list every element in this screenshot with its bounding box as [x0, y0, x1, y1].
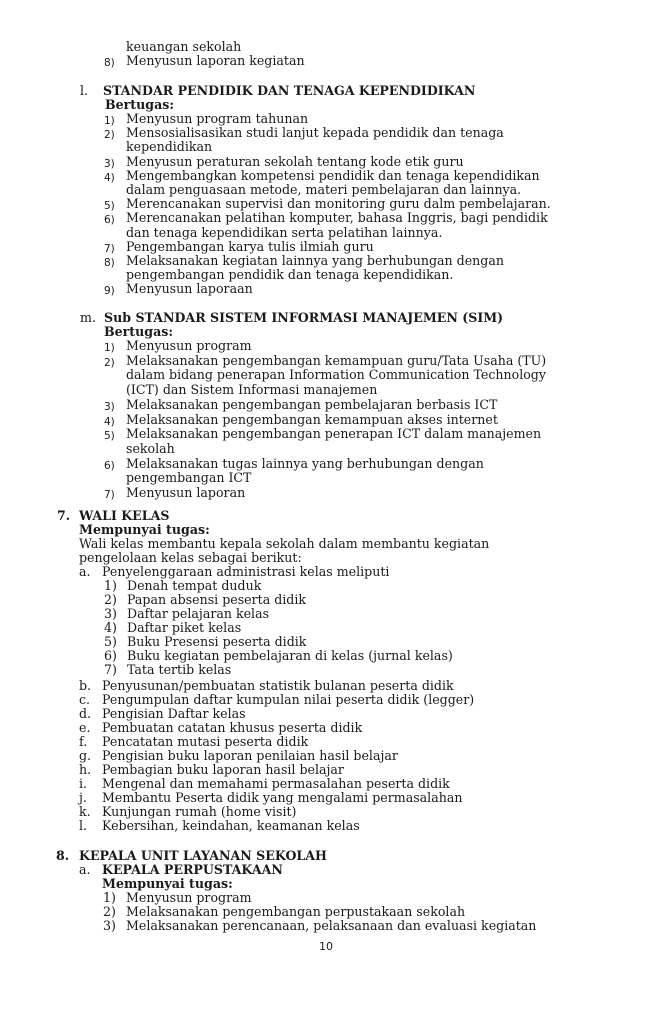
list-number: 2) — [104, 592, 117, 607]
list-number: 6) — [104, 459, 115, 472]
list-item-line: sekolah — [126, 440, 175, 456]
list-item: Pengisian Daftar kelas — [102, 706, 246, 721]
list-item: Pembagian buku laporan hasil belajar — [102, 762, 344, 777]
list-item-line: dan tenaga kependidikan serta pelatihan lainnya. — [126, 224, 443, 240]
list-item-line: Melaksanakan kegiatan lainnya yang berhubungan dengan — [126, 253, 504, 268]
list-item: Daftar pelajaran kelas — [127, 606, 270, 621]
section-heading: Sub STANDAR SISTEM INFORMASI MANAJEMEN (SIM) — [104, 310, 504, 325]
list-number: 4) — [104, 415, 115, 428]
list-item: Papan absensi peserta didik — [127, 592, 307, 607]
list-item-line: Menyusun laporaan — [126, 281, 253, 297]
list-number: 5) — [104, 430, 115, 443]
list-item: Denah tempat duduk — [127, 578, 262, 593]
list-number: 5) — [104, 634, 117, 649]
list-item-line: pengembangan ICT — [126, 470, 252, 486]
list-number: 9) — [104, 285, 115, 298]
list-number: 2) — [104, 356, 115, 369]
list-number: b. — [79, 678, 92, 693]
list-number: h. — [79, 762, 92, 777]
list-item-line: Menyusun program — [126, 338, 252, 353]
list-number: 4) — [104, 171, 115, 184]
list-number: c. — [79, 692, 91, 707]
list-item-line: (ICT) dan Sistem Informasi manajemen — [126, 382, 378, 398]
intro-text: pengelolaan kelas sebagai berikut: — [79, 550, 302, 565]
subsection-heading: KEPALA PERPUSTAKAAN — [102, 862, 283, 877]
list-number: e. — [79, 720, 91, 735]
list-item-line: kependidikan — [126, 139, 213, 155]
list-item: Menyusun program — [126, 890, 252, 905]
list-number: 7) — [104, 242, 115, 255]
list-item: Daftar piket kelas — [127, 620, 242, 635]
section-subheading: Bertugas: — [104, 324, 173, 339]
section-subheading: Mempunyai tugas: — [79, 522, 210, 537]
list-number: 1) — [104, 578, 117, 593]
list-item: Penyelenggaraan administrasi kelas meliputi — [102, 564, 390, 579]
list-item: Pengumpulan daftar kumpulan nilai peserta didik (legger) — [102, 692, 475, 707]
list-item-continuation: keuangan sekolah — [126, 39, 242, 54]
list-number: 2) — [103, 904, 116, 919]
list-number: f. — [79, 734, 88, 749]
list-item: Pencatatan mutasi peserta didik — [102, 734, 309, 749]
section-heading: KEPALA UNIT LAYANAN SEKOLAH — [79, 848, 327, 863]
list-item: Pengisian buku laporan penilaian hasil belajar — [102, 748, 398, 763]
list-item: Membantu Peserta didik yang mengalami permasalahan — [102, 790, 463, 805]
list-number: 4) — [104, 620, 117, 635]
list-item-line: dalam bidang penerapan Information Communication Technology — [126, 367, 546, 383]
list-item-line: Menyusun program tahunan — [126, 111, 309, 126]
list-item-line: Menyusun laporan — [126, 485, 246, 500]
list-item: Kunjungan rumah (home visit) — [102, 804, 297, 819]
intro-text: Wali kelas membantu kepala sekolah dalam membantu kegiatan — [79, 536, 490, 551]
list-item: Buku kegiatan pembelajaran di kelas (jurnal kelas) — [127, 648, 453, 663]
list-item-line: Merencanakan pelatihan komputer, bahasa Inggris, bagi pendidik — [126, 210, 548, 226]
list-item-line: Merencanakan supervisi dan monitoring guru dalm pembelajaran. — [126, 196, 551, 212]
list-number: 6) — [104, 648, 117, 663]
list-item-line: Melaksanakan pengembangan penerapan ICT dalam manajemen — [126, 426, 542, 442]
section-heading: STANDAR PENDIDIK DAN TENAGA KEPENDIDIKAN — [103, 83, 476, 98]
list-item: Menyusun laporan kegiatan — [126, 53, 305, 68]
list-number: 7) — [104, 662, 117, 677]
list-number: 6) — [104, 214, 115, 227]
list-number: 3) — [104, 400, 115, 413]
list-item-line: Melaksanakan tugas lainnya yang berhubungan dengan — [126, 455, 484, 471]
list-item-line: pengembangan pendidik dan tenaga kependidikan. — [126, 267, 454, 283]
list-number: 8) — [104, 257, 115, 269]
section-label: 8. — [56, 848, 70, 863]
list-number: 5) — [104, 200, 115, 213]
list-item-line: Melaksanakan pengembangan kemampuan guru/Tata Usaha (TU) — [126, 352, 547, 368]
list-item: Pembuatan catatan khusus peserta didik — [102, 720, 363, 735]
list-number: i. — [79, 776, 88, 791]
list-item: Buku Presensi peserta didik — [127, 634, 307, 649]
list-item: Tata tertib kelas — [127, 662, 232, 677]
list-number: 7) — [104, 489, 115, 501]
list-item: Melaksanakan pengembangan perpustakaan sekolah — [126, 904, 466, 919]
list-number: 1) — [104, 342, 115, 354]
section-subheading: Bertugas: — [105, 97, 174, 112]
section-subheading: Mempunyai tugas: — [102, 876, 233, 891]
list-item-line: Mengembangkan kompetensi pendidik dan tenaga kependidikan — [126, 167, 540, 183]
list-number: 1) — [104, 115, 115, 127]
list-item-line: Menyusun peraturan sekolah tentang kode etik guru — [126, 153, 464, 169]
list-number: j. — [79, 790, 87, 805]
list-number: d. — [79, 706, 92, 721]
list-letter: a. — [79, 862, 91, 877]
list-item: Kebersihan, keindahan, keamanan kelas — [102, 818, 360, 833]
list-number: k. — [79, 804, 91, 819]
list-item-line: Mensosialisasikan studi lanjut kepada pendidik dan tenaga — [126, 125, 504, 141]
list-number: g. — [79, 748, 92, 763]
list-item: Penyusunan/pembuatan statistik bulanan peserta didik — [102, 678, 454, 693]
list-item-line: Melaksanakan pengembangan pembelajaran berbasis ICT — [126, 396, 498, 412]
list-item: Mengenal dan memahami permasalahan peserta didik — [102, 776, 450, 791]
list-number: 2) — [104, 129, 115, 142]
list-number: l. — [79, 818, 88, 833]
list-item: Melaksanakan perencanaan, pelaksanaan dan evaluasi kegiatan — [126, 918, 537, 933]
list-item-line: Pengembangan karya tulis ilmiah guru — [126, 238, 374, 254]
list-item-line: Melaksanakan pengembangan kemampuan akses internet — [126, 411, 498, 427]
list-number: 3) — [104, 157, 115, 170]
section-heading: WALI KELAS — [79, 508, 170, 523]
list-number: 3) — [103, 918, 116, 933]
list-number: 1) — [103, 890, 116, 905]
list-number: 3) — [104, 606, 117, 621]
list-letter: a. — [79, 564, 91, 579]
list-item-line: dalam penguasaan metode, materi pembelajaran dan lainnya. — [126, 182, 522, 197]
section-label: l. — [80, 83, 89, 98]
page-number: 10 — [319, 940, 333, 953]
section-label: m. — [80, 310, 96, 325]
section-label: 7. — [57, 508, 71, 523]
list-number: 8) — [104, 57, 115, 69]
